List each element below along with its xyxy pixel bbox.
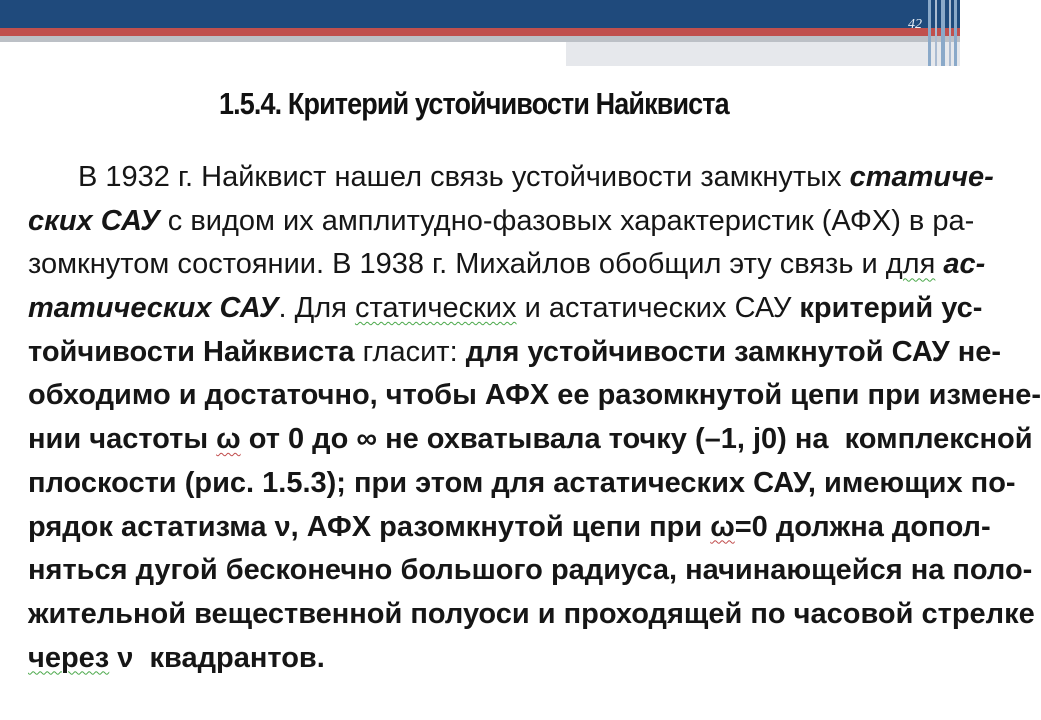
spellcheck-mark: статических [354,292,517,325]
page-number: 42 [908,17,922,32]
text-line [28,243,986,287]
emphasis-span: ас- [943,248,986,281]
text-line [28,331,1002,375]
bold-span: нии частоты [28,423,217,456]
text-line [28,418,1033,462]
decorative-stripe [954,0,957,66]
bold-span: рядок астатизма ν, АФХ разомкнутой цепи при [28,510,711,543]
text-span: гласит: [354,335,466,368]
bold-span: =0 должна допол- [734,510,991,543]
decorative-stripe [935,0,937,66]
omega-symbol: ω [710,510,735,543]
spellcheck-mark: для [885,248,936,281]
text-span: зомкнутом состоянии. В 1938 г. Михайлов обобщил эту связь и [28,248,886,281]
body-text [28,156,1041,680]
text-line [28,549,1033,593]
bold-span: плоскости (рис. 1.5.3); при этом для астатических САУ, имеющих по- [28,466,1016,499]
text-span: с видом их амплитудно-фазовых характеристик (АФХ) в ра- [159,204,975,237]
decorative-stripe [928,0,931,66]
spellcheck-mark: через [28,641,110,674]
text-span: и астатических САУ [516,292,800,325]
decorative-stripe [941,0,945,66]
bold-span: тойчивости Найквиста [28,335,355,368]
header-accent-stripe [0,28,960,36]
bold-span: обходимо и достаточно, чтобы АФХ ее разомкнутой цепи при измене- [28,379,1041,412]
bold-span: от 0 до ∞ не охватывала точку (–1, j0) на комплексной [240,423,1033,456]
bold-span: жительной вещественной полуоси и проходящей по часовой стрелке [28,597,1035,630]
text-line [28,287,983,331]
text-line [28,374,1041,418]
text-line [28,637,933,681]
text-line [28,462,1016,506]
bold-span: для устойчивости замкнутой САУ не- [465,335,1002,368]
bold-span: няться дугой бесконечно большого радиуса, начинающейся на поло- [28,554,1033,587]
emphasis-span: татических САУ [28,292,279,325]
text-span: . Для [278,292,355,325]
emphasis-span: ских САУ [28,204,160,237]
text-line [28,506,991,550]
header-grey-block [566,42,960,66]
text-line [28,200,975,244]
decorative-stripe [949,0,951,66]
header-bar [0,0,960,28]
text-line [28,593,1035,637]
bold-span: критерий ус- [799,292,983,325]
slide-title: 1.5.4. Критерий устойчивости Найквиста [219,86,729,121]
text-span: В 1932 г. Найквист нашел связь устойчивости замкнутых [78,161,850,193]
bold-span: ν квадрантов. [109,641,325,674]
omega-symbol: ω [216,423,241,456]
emphasis-span: статиче- [849,161,994,193]
text-line [28,156,994,200]
